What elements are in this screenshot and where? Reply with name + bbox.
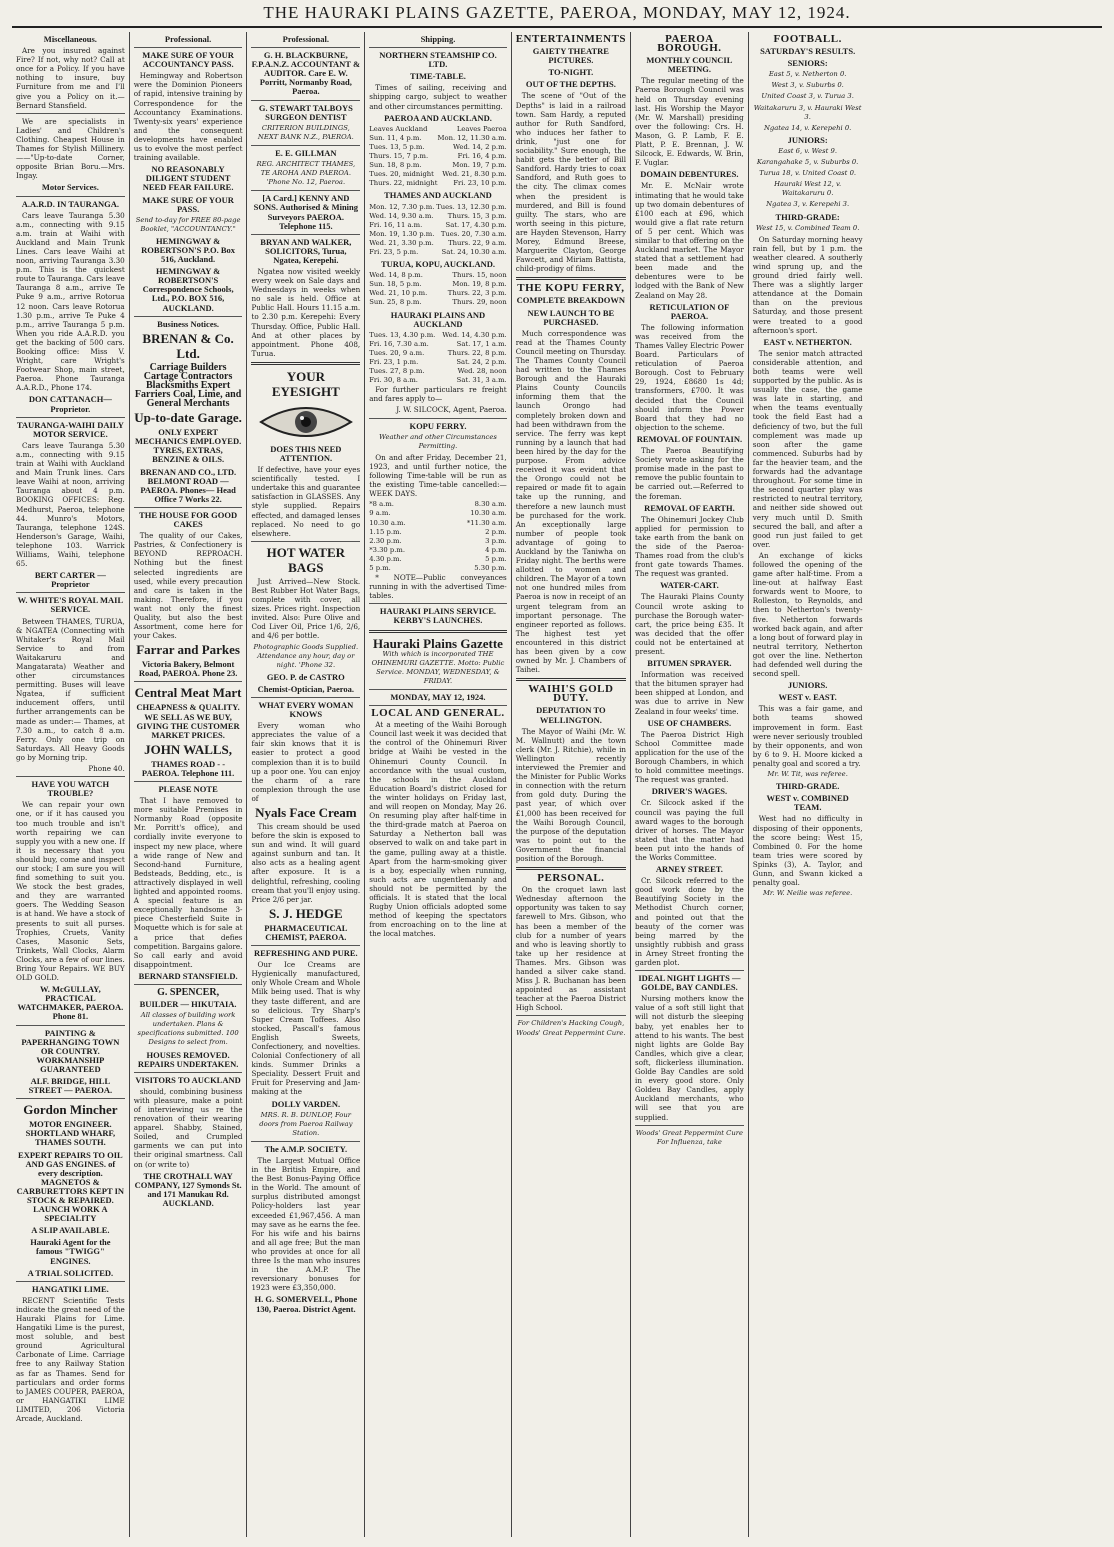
kopu-ferry-body: On and after Friday, December 21, 1923, and until further notice, the following Time-table will be run as the existing Time-table cancelled:— WEEK DAYS. bbox=[369, 452, 507, 499]
dunlop: MRS. R. B. DUNLOP, Four doors from Paeroa Railway Station. bbox=[259, 1110, 353, 1137]
pa-col-head: Leaves Auckland bbox=[369, 124, 428, 133]
watch-sign: W. McGULLAY, PRACTICAL WATCHMAKER, PAEROA. Phone 81. bbox=[17, 984, 124, 1022]
table-row: 1.15 p.m. 2 p.m. bbox=[369, 527, 507, 536]
bryan: BRYAN AND WALKER, SOLICITORS, Turua, Ngatea, Kerepehi. bbox=[260, 236, 352, 265]
driver-body: Cr. Silcock asked if the council was paying the full award wages to the borough driver of horses. The Mayor stated that the matter had been put into the hands of the Works Committee. bbox=[635, 798, 744, 862]
eyesight-body: If defective, have your eyes scientifically tested. I undertake this and guarantee satisfaction in GLASSES. Any style supplied. Repairs effected, and damaged lenses replaced. No need to go elsewhere. bbox=[251, 465, 361, 538]
lime-body: RECENT Scientific Tests indicate the great need of the Hauraki Plains for Lime. Hangatiki Lime is the purest, most soluble, and best ground Agricultural Carbonate of Lime. Carriage free to any Railway Station as far as Thames. Send for particulars and order forms to JAMES COUPER, PAEROA, or HANGATIKI LIME LIMITED, 206 Victoria Arcade, Auckland. bbox=[16, 1295, 125, 1424]
table-row: *8 a.m. 8.30 a.m. bbox=[369, 500, 507, 509]
paint-sign: ALF. BRIDGE, HILL STREET — PAEROA. bbox=[28, 1076, 113, 1096]
photo-goods: Photographic Goods Supplied. Attendance any hour, day or night. 'Phone 32. bbox=[253, 642, 359, 669]
waihi-body: The Mayor of Waihi (Mr. W. M. Wallnutt) and the town clerk (Mr. J. Ritchie), while in Wellington recently interviewed the Premier and the Minister for Public Works in connection with the return from gold duty. During the past year, of which over £1,000 has been received for the Waihi Borough Council, the purpose of the deputation was to point out to the Government the financial position of the Borough. bbox=[515, 726, 627, 863]
third-grade-label: THIRD-GRADE: bbox=[775, 211, 840, 222]
bitumen-title: BITUMEN SPRAYER. bbox=[647, 658, 732, 669]
tk-table bbox=[369, 271, 506, 307]
table-row: Mon. 19, 1.30 p.m. Tues. 20, 7.30 a.m. bbox=[369, 229, 507, 238]
table-row: Sun. 25, 8 p.m. Thurs. 29, noon bbox=[369, 298, 507, 307]
business-heading: Business Notices. bbox=[157, 318, 220, 329]
table-row: Wed. 14, 9.30 a.m. Thurs. 15, 3 p.m. bbox=[369, 211, 507, 220]
walls-name: JOHN WALLS, bbox=[144, 741, 233, 757]
gillman-sub: REG. ARCHITECT THAMES, TE AROHA AND PAEROA. 'Phone No. 12, Paeroa. bbox=[256, 160, 356, 187]
table-row: Wed. 21, 3.30 p.m. Thurs. 22, 9 a.m. bbox=[369, 238, 507, 247]
list-item: West 3, v. Suburbs 0. bbox=[771, 81, 844, 90]
amp-title: The A.M.P. SOCIETY. bbox=[264, 1143, 348, 1154]
brenan-address: BRENAN AND CO., LTD. BELMONT ROAD — PAEROA. Phones— Head Office 7 Works 22. bbox=[140, 466, 237, 504]
personal-title: PERSONAL. bbox=[537, 872, 605, 885]
fountain-title: REMOVAL OF FOUNTAIN. bbox=[636, 433, 743, 444]
hwb-title: HOT WATER BAGS bbox=[266, 544, 346, 575]
newspaper-columns bbox=[12, 32, 1102, 1537]
ta-table bbox=[369, 203, 506, 258]
table-row: Thurs. 15, 7 p.m. Fri. 16, 4 p.m. bbox=[369, 152, 507, 161]
third-grade-body: West had no difficulty in disposing of their opponents, the score being: West 15, Combined 0. For the home team tries were scored by Spinks (3), A. Taylor, and Gunn, and Swann kicked a penalty goal. bbox=[752, 814, 863, 888]
bitumen-body: Information was received that the bitumen sprayer had been shipped at London, and was due to arrive in New Zealand in four weeks' time. bbox=[635, 670, 744, 716]
brenan-lines: Carriage Builders Cartage Contractors Blacksmiths Expert Farriers Coal, Lime, and General Merchants bbox=[134, 361, 242, 410]
football-body-2: The senior match attracted considerable attention, and both teams were well supported by the public. As is usually the case, the game was late in starting, and when the teams eventually took the field East had a deficiency of two, but the full complement was made up soon after the game commenced. Suburbs had by far the heavier team, and the forwards had the advantage throughout. For some time in the second quarter play was restricted to neutral territory, and neither side showed out very much until D. Smith secured the ball, and after a good run just failed to get over. bbox=[752, 348, 863, 549]
borough-sub: MONTHLY COUNCIL MEETING. bbox=[646, 55, 733, 75]
col6-foot: Woods' Great Peppermint Cure For Influenza, take bbox=[635, 1128, 744, 1146]
freight-note: For further particulars re freight and fares apply to— bbox=[369, 385, 507, 404]
col5-foot: For Children's Hacking Cough, Woods' Great Peppermint Cure. bbox=[516, 1019, 626, 1037]
junior-body: This was a fair game, and both teams showed improvement in form. East were never seriously troubled by their opponents, and won by 6 to 9. H. Moore kicked a penalty goal and scored a try. bbox=[752, 704, 863, 768]
borough-body: The regular meeting of the Paeroa Borough Council was held on Thursday evening last. His Worship the Mayor (Mr. W. Marshall) presiding over the following: Crs. H. Mason, G. P. Lamb, F. E. Platt, P. E. Brennan, J. W. Silcock, E. Edwards, W. Brin, F. Vuglar. bbox=[635, 76, 744, 168]
football-sub: SATURDAY'S RESULTS. bbox=[760, 46, 856, 57]
amp-sign: H. G. SOMERVELL, Phone 130, Paeroa. District Agent. bbox=[254, 1294, 358, 1314]
spencer-name: G. SPENCER, bbox=[157, 986, 220, 998]
pa-col-head: Leaves Paeroa bbox=[456, 124, 507, 133]
hwb-body: Just Arrived—New Stock. Best Rubber Hot Water Bags, complete with cover, all sizes. Prices right. Inspection invited. Also: Pure Olive and Cod Liver Oil, Price 1/6, 2/6, and 4/6 per bottle. bbox=[251, 576, 361, 641]
women-title: WHAT EVERY WOMAN KNOWS bbox=[258, 699, 354, 720]
personal-body: On the croquet lawn last Wednesday afternoon the opportunity was taken to say farewell to Mrs. Gibson, who has been a member of the club for a number of years and who is leaving shortly to take up her residence at Thames. Mrs. Gibson was handed a silver cake stand. Miss J. R. Buchanan has been appointed as assistant teacher at the Paeroa District High School. bbox=[515, 885, 627, 1013]
fountain-body: The Paeroa Beautifying Society wrote asking for the promise made in the past to remove the public fountain to be carried out.—Referred to the foreman. bbox=[635, 446, 744, 501]
hedge-sub: PHARMACEUTICAL CHEMIST, PAEROA. bbox=[264, 922, 348, 942]
list-item: East 5, v. Netherton 0. bbox=[768, 70, 847, 79]
gillman: E. E. GILLMAN bbox=[275, 147, 337, 158]
column-3 bbox=[247, 32, 365, 1537]
timetable-title: TIME-TABLE. bbox=[410, 71, 466, 82]
table-row: Fri. 16, 7.30 a.m. Sat. 17, 1 a.m. bbox=[369, 339, 507, 348]
film-title: OUT OF THE DEPTHS. bbox=[525, 79, 616, 90]
professional-heading: Professional. bbox=[164, 34, 212, 44]
arney-title: ARNEY STREET. bbox=[655, 864, 723, 875]
spencer-body: All classes of building work undertaken. Plans & specifications submitted. 100 Designs to select from. bbox=[137, 1011, 239, 1047]
visitors-title: VISITORS TO AUCKLAND bbox=[135, 1074, 241, 1085]
kenny: [A Card.] KENNY AND SONS. Authorised & Mining Surveyors PAEROA. Telephone 115. bbox=[253, 193, 359, 231]
table-row: Sun. 11, 4 p.m. Mon. 12, 11.30 a.m. bbox=[369, 133, 507, 142]
kopu-ferry-sub: Weather and other Circumstances Permitting. bbox=[379, 432, 497, 450]
watch-title: HAVE YOU WATCH TROUBLE? bbox=[31, 779, 110, 799]
reticulation-title: RETICULATION OF PAEROA. bbox=[649, 301, 730, 321]
issue-date: MONDAY, MAY 12, 1924. bbox=[390, 692, 486, 702]
nameplate: Hauraki Plains Gazette bbox=[372, 635, 503, 651]
paint-title: PAINTING & PAPERHANGING TOWN OR COUNTRY. WORKMANSHIP GUARANTEED bbox=[21, 1027, 120, 1074]
table-row: 2.30 p.m. 3 p.m. bbox=[369, 536, 507, 545]
blackburne: G. H. BLACKBURNE, F.P.A.N.Z. ACCOUNTANT & AUDITOR. Care E. W. Porritt, Normanby Road, Paeroa. bbox=[251, 50, 361, 97]
garage-body: ONLY EXPERT MECHANICS EMPLOYED. TYRES, EXTRAS, BENZINE & OILS. bbox=[134, 427, 242, 465]
column-7 bbox=[749, 32, 867, 1537]
debentures-title: DOMAIN DEBENTURES. bbox=[640, 169, 739, 180]
list-item: Hauraki West 12, v. Waitakaruru 0. bbox=[774, 180, 842, 198]
kopu-ferry-article-body: Much correspondence was read at the Thames County Council meeting on Thursday. The Thames County Council had written to the Thames Borough and the Hauraki Plains County Councils informing them that the launch Orongo had completely broken down and had been withdrawn from the service. The ferry was kept running by a launch that had been hired by the day for the purpose. From advice received it was evident that the Orongo could not be repaired or made fit to again take up the running, and therefore a new launch must be purchased for the work. An exceptionally large number of people took advantage of going to Auckland by the Taniwha on Friday night. The berths were allotted to women and children. The Mayor of a town not one hundred miles from Paeroa is now in receipt of an urgent telegram from an important personage. The engineer reported as follows. The highest test yet encountered in this district has been given by a cow owned by Mr. J. Chambers of Taihei. bbox=[515, 328, 627, 675]
misc-heading: Miscellaneous. bbox=[43, 34, 97, 44]
list-item: Karangahake 5, v. Suburbs 0. bbox=[756, 158, 859, 167]
earth-title: REMOVAL OF EARTH. bbox=[644, 502, 735, 513]
arney-body: Cr. Silcock referred to the good work done by the Beautifying Society in the Methodist Church corner, and pointed out that the beauty of the corner was being marred by the unsightly rubbish and grass in Arney Street fronting the garden plot. bbox=[635, 876, 744, 967]
table-row: Tues. 13, 5 p.m. Wed. 14, 2 p.m. bbox=[369, 142, 507, 151]
watch-body: We can repair your own one, or if it has caused you too much trouble and isn't worth repairing we can supply you with a new one. If it is necessary that you should buy, come and inspect our stock; I am sure you will find something to suit you. We stock the best grades, and they are warranted goers. The Wedding Season is at hand. We have a stock of presents to suit all purses. Trophies, Cruets, Vanity Cases, Masonic Sets, Trinkets, Wall Clocks, Alarm Clocks, are a few of our lines. Bring Your Repairs. WE BUY OLD GOLD. bbox=[16, 800, 125, 983]
talboys-address: CRITERION BUILDINGS, NEXT BANK N.Z., PAEROA. bbox=[257, 123, 354, 141]
referee-1: Mr. W. Tit, was referee. bbox=[767, 770, 848, 779]
football-body-3: An exchange of kicks followed the opening of the game after half-time. From a line-out at halfway East forwards went to Moore, to Rolleston, to Reynolds, and then to Netherton's twenty-five. Netherton forwards worked back again, and after a long bout of forward play in neutral territory, Netherton got over the line. Netherton had defended well during the second spell. bbox=[752, 550, 863, 679]
list-item: East 6, v. West 9. bbox=[778, 146, 837, 155]
earth-body: The Ohinemuri Jockey Club applied for permission to take earth from the bank on the side of the Paeroa-Thames road from the club's front gate towards Thames. The request was granted. bbox=[635, 514, 744, 579]
reticulation-body: The following information was received from the Thames Valley Electric Power Board. Particulars of reticulation of Paeroa Borough. Cost to February 29, 1924, £8680 1s 4d; transformers, £700. It was decided that the Council should inform the Power Board that they had no objection to the scheme. bbox=[635, 322, 744, 432]
castro-sub: Chemist-Optician, Paeroa. bbox=[257, 683, 355, 694]
night-lights-body: Nursing mothers know the value of a soft still light that will not disturb the sleeping baby, yet enables her to attend to his wants. The best night lights are Golde Bay Candles, which give a clear, soft, flickerless illumination. Golde Bay Candles are sold in every good store. Only Goldeu Bay Candles, apply Auckland merchants, who will see that you are supplied. bbox=[635, 994, 744, 1122]
meat-title: Central Meat Mart bbox=[134, 685, 242, 701]
eyesight-title: YOUR EYESIGHT bbox=[271, 368, 340, 399]
third-grade-match: WEST v. COMBINED TEAM. bbox=[766, 793, 849, 813]
table-row: Sun. 18, 8 p.m. Mon. 19, 7 p.m. bbox=[369, 161, 507, 170]
list-item: United Coast 3, v. Turua 3. bbox=[761, 92, 854, 101]
tw-sign: BERT CARTER — Proprietor bbox=[34, 570, 106, 590]
acc-no-fail: NO REASONABLY DILIGENT STUDENT NEED FEAR FAILURE. bbox=[142, 164, 234, 193]
hps-title: HAURAKI PLAINS SERVICE. KERBY'S LAUNCHES. bbox=[379, 606, 497, 626]
eye-illustration bbox=[256, 402, 356, 442]
third-grade-heading: THIRD-GRADE. bbox=[775, 781, 840, 792]
mincher-agent: Hauraki Agent for the famous "TWIGG" ENGINES. bbox=[30, 1237, 111, 1266]
tonight: TO-NIGHT. bbox=[548, 67, 594, 78]
football-heading: FOOTBALL. bbox=[773, 33, 842, 45]
waihi-sub: DEPUTATION TO WELLINGTON. bbox=[536, 705, 606, 725]
list-item: Waitakaruru 3, v. Hauraki West 3. bbox=[753, 103, 862, 121]
aard-sign: DON CATTANACH—Proprietor. bbox=[28, 394, 112, 414]
cakes-body: The quality of our Cakes, Pastries, & Confectionery is BEYOND REPROACH. Nothing but the finest selected ingredients are used, while every precaution and care is taken in the making. Therefore, if you want not only the finest Quality, but also the best Assortment, come here for your Cakes. bbox=[133, 531, 243, 641]
mail-body: Between THAMES, TURUA, & NGATEA (Connecting with Whitaker's Royal Mail Service to and from Waitakaruru and Mangatarata) Weather and other circumstances permitting. Buses will leave Ngatea, if sufficient inducement offers, until further arrangements can be made as under:— Thames, at 7.30 a.m., to catch 8 a.m. Ferry. Only one trip on Saturdays. All Heavy Goods go by Morning trip. bbox=[16, 616, 125, 762]
meat-body: CHEAPNESS & QUALITY. WE SELL AS WE BUY, GIVING THE CUSTOMER MARKET PRICES. bbox=[136, 702, 240, 740]
farrar-address: Victoria Bakery, Belmont Road, PAEROA. Phone 23. bbox=[138, 659, 238, 679]
juniors-label: JUNIORS: bbox=[787, 134, 828, 145]
table-row: Fri. 30, 8 a.m. Sat. 31, 3 a.m. bbox=[369, 376, 507, 385]
table-row: Tues. 20, midnight Wed. 21, 8.30 p.m. bbox=[369, 170, 507, 179]
nameplate-sub: With which is incorporated THE OHINEMURI GAZETTE. Motto: Public Service. MONDAY, WEDNESDAY, & FRIDAY. bbox=[371, 649, 505, 685]
table-row: *3.30 p.m. 4 p.m. bbox=[369, 545, 507, 554]
table-row: Fri. 23, 1 p.m. Sat. 24, 2 p.m. bbox=[369, 358, 507, 366]
aard-title: A.A.R.D. IN TAURANGA. bbox=[21, 198, 119, 209]
debentures-body: Mr. E. McNair wrote intimating that he would take up two domain debentures of £100 each at £96, which would give a flat rate return of 5 per cent. Which was similar to that offering on the Auckland market. The Mayor stated that a settlement had been made and the debentures were to be lodged with the Bank of New Zealand on May 28. bbox=[635, 181, 744, 300]
walls-address: THAMES ROAD - - PAEROA. Telephone 111. bbox=[141, 758, 235, 778]
table-row: Tues. 20, 9 a.m. Thurs. 22, 8 p.m. bbox=[369, 348, 507, 357]
acc-title-2: MAKE SURE OF YOUR PASS. bbox=[142, 194, 234, 214]
kopu-ferry-article-sub: COMPLETE BREAKDOWN bbox=[516, 295, 626, 306]
nss-title: NORTHERN STEAMSHIP CO. LTD. bbox=[379, 50, 497, 70]
tw-body: Cars leave Tauranga 5.30 a.m., connecting with 9.15 train at Waihi with Auckland and Main Trunk lines. Cars leave Waihi at noon, arriving Tauranga about 4 p.m. BOOKING OFFICES: Reg. Medhurst, Paeroa, telephone 44. Munro's Motors, Tauranga, telephone 124S. Henderson's Garage, Waihi, telephone 103. Warrick Williams, Waihi, telephone 65. bbox=[16, 440, 125, 569]
table-row: Thurs. 22, midnight Fri. 23, 10 p.m. bbox=[369, 179, 507, 188]
professional-heading-2: Professional. bbox=[282, 34, 330, 44]
column-4 bbox=[365, 32, 511, 1537]
match-1-title: EAST v. NETHERTON. bbox=[763, 336, 852, 347]
table-row: 4.30 p.m. 5 p.m. bbox=[369, 554, 507, 563]
waihi-title: WAIHI'S GOLD DUTY. bbox=[528, 683, 614, 705]
kopu-table bbox=[369, 500, 506, 573]
kopu-note: * NOTE—Public conveyances running in with the advertised Time-tables. bbox=[369, 573, 507, 601]
hp-table bbox=[369, 331, 506, 386]
table-row: Fri. 23, 5 p.m. Sat. 24, 10.30 a.m. bbox=[369, 247, 507, 256]
column-1 bbox=[12, 32, 130, 1537]
acc-firm: HEMINGWAY & ROBERTSON'S P.O. Box 516, Auckland. bbox=[141, 235, 236, 265]
nyals-title: Nyals Face Cream bbox=[255, 805, 357, 820]
visitors-body: should, combining business with pleasure, make a point of interviewing us re the renovation of their wearing apparel. Shabby, Stained, Soiled, and Crumpled garments we can put into their original smartness. Call on (or write to) bbox=[133, 1086, 243, 1169]
refresh-title: REFRESHING AND PURE. bbox=[254, 948, 358, 959]
table-row: Fri. 16, 11 a.m. Sat. 17, 4.30 p.m. bbox=[369, 220, 507, 229]
houses-removed: HOUSES REMOVED. REPAIRS UNDERTAKEN. bbox=[137, 1049, 239, 1069]
juniors-heading: JUNIORS. bbox=[787, 680, 828, 691]
amp-body: The Largest Mutual Office in the British Empire, and the Best Bonus-Paying Office in the World. The amount of surplus distributed amongst Policy-holders last year exceeded £1,967,456. A man may save as he earns the fee. For his wife and his bairns and all age free; But the man who provides at once for all three Is the man who insures in the A.M.P. The reversionary bonuses for 1923 were £3,350,000. bbox=[251, 1156, 361, 1293]
water-cart-title: WATER-CART. bbox=[660, 580, 719, 591]
local-heading: LOCAL AND GENERAL. bbox=[371, 707, 505, 720]
table-row: Wed. 21, 10 p.m. Thurs. 22, 3 p.m. bbox=[369, 289, 507, 298]
tw-title: TAURANGA-WAIHI DAILY MOTOR SERVICE. bbox=[16, 419, 124, 439]
hedge-name: S. J. HEDGE bbox=[269, 905, 343, 921]
timetable-note: Times of sailing, receiving and shipping cargo, subject to weather and other circumstances permitting. bbox=[369, 83, 507, 111]
gaiety-title: GAIETY THEATRE PICTURES. bbox=[532, 46, 609, 66]
table-row: Tues. 13, 4.30 p.m. Wed. 14, 4.30 p.m. bbox=[369, 330, 507, 339]
tk-title: TURUA, KOPU, AUCKLAND. bbox=[380, 259, 495, 270]
seniors-label: SENIORS: bbox=[787, 58, 828, 69]
football-body-1: On Saturday morning heavy rain fell, but by 1 p.m. the weather cleared. A southerly wind sprung up, and the ground dried fairly well. There was a slightly larger attendance at the Domain than on the previous Saturday, and those present were treated to a good afternoon's sport. bbox=[752, 234, 863, 335]
entertainments-heading: ENTERTAINMENTS bbox=[515, 33, 627, 45]
acc-body: Hemingway and Robertson were the Dominion Pioneers of rapid, intensive training by Correspondence for the Accountancy Examinations. Twenty-six years' experience and the consequent developments have enabled us to evolve the most perfect training available. bbox=[133, 71, 243, 163]
freight-sign: J. W. SILCOCK, Agent, Paeroa. bbox=[396, 405, 507, 415]
hp-title: HAURAKI PLAINS AND AUCKLAND bbox=[390, 309, 486, 329]
note-sign: BERNARD STANSFIELD. bbox=[138, 970, 238, 981]
column-6 bbox=[631, 32, 749, 1537]
table-row: Mon. 12, 7.30 p.m. Tues. 13, 12.30 p.m. bbox=[369, 202, 507, 211]
chambers-title: USE OF CHAMBERS. bbox=[647, 717, 732, 728]
dolly-varden: DOLLY VARDEN. bbox=[271, 1098, 341, 1109]
shipping-heading: Shipping. bbox=[420, 34, 456, 44]
junior-match: WEST v. EAST. bbox=[778, 692, 837, 703]
acc-firm-2: HEMINGWAY & ROBERTSON'S Correspondence Schools, Ltd., P.O. BOX 516, AUCKLAND. bbox=[142, 266, 234, 313]
list-item: Turua 18, v. United Coast 0. bbox=[759, 169, 857, 178]
table-row: 5 p.m. 5.30 p.m. bbox=[369, 563, 507, 572]
kopu-ferry-article-title: THE KOPU FERRY, bbox=[517, 282, 625, 295]
talboys: G. STEWART TALBOYS SURGEON DENTIST bbox=[258, 102, 353, 122]
masthead bbox=[12, 0, 1102, 28]
table-row: 10.30 a.m. *11.30 a.m. bbox=[369, 518, 507, 527]
pa-title: PAEROA AND AUCKLAND. bbox=[384, 112, 492, 123]
table-row: Wed. 14, 8 p.m. Thurs. 15, noon bbox=[369, 271, 507, 280]
bryan-body: Ngatea now visited weekly every week on Sale days and Wednesdays in weeks when no sale is held. Office at Public Hall. Hours 11.15 a.m. to 2.30 p.m. Kerepehi: Every Thursday. Office, Public Hall. And at other places by appointment. Phone 408, Turua. bbox=[251, 266, 361, 358]
acc-title: MAKE SURE OF YOUR ACCOUNTANCY PASS. bbox=[142, 50, 234, 70]
mincher-body: EXPERT REPAIRS TO OIL AND GAS ENGINES. of every description. MAGNETOS & CARBURETTORS KEPT IN STOCK & REPAIRED. LAUNCH WORK A SPECIALITY bbox=[16, 1149, 125, 1224]
garage-title: Up-to-date Garage. bbox=[134, 410, 242, 426]
list-item: Ngatea 14, v. Kerepehi 0. bbox=[763, 123, 852, 132]
mincher-name: Gordon Mincher bbox=[23, 1102, 118, 1118]
local-body: At a meeting of the Waihi Borough Council last week it was decided that the control of the Ohinemuri River bridge at Waihi be vested in the Ohinemuri County Council. In accordance with the usual custom, the schools in the Auckland Education Board's district closed for the winter holidays on Friday last, and will reopen on Monday, May 26. On resuming play after half-time in the third-grade match at Paeroa on Saturday a Netherton ball was observed to walk on and take part in the game, pulling away at a thistle. Apart from the harm-smoking giver is a boy, especially when running, such acts are ungentlemanly and should not be permitted by the officials. It is stated that the local Rugby Union officials adopted some method of keeping the spectators from encroaching on to the line at the local matches. bbox=[369, 720, 507, 939]
column-5 bbox=[512, 32, 631, 1537]
kopu-ferry-title: KOPU FERRY. bbox=[409, 420, 467, 431]
mincher-slip: A SLIP AVAILABLE. bbox=[31, 1225, 110, 1236]
list-item: West 15, v. Combined Team 0. bbox=[755, 223, 860, 232]
women-body: Every woman who appreciates the value of a fair skin knows that it is easier to protect a good complexion than it is to build up a poor one. You can enjoy the charm of a rare complexion through the use of bbox=[251, 721, 361, 803]
chambers-body: The Paeroa District High School Committee made application for the use of the Borough Chambers, in which to hold committee meetings. The request was granted. bbox=[635, 729, 744, 785]
table-row: Sun. 18, 5 p.m. Mon. 19, 8 p.m. bbox=[369, 280, 507, 289]
borough-heading: PAEROA BOROUGH. bbox=[657, 33, 722, 55]
refresh-body: Our Ice Creams are Hygienically manufactured, only Whole Cream and Whole Milk being used. That is why they taste different, and are so delicious. Try Sharp's Super Cream Toffees. Also stocked, Pascall's famous English Sweets, Confectionery, and novelties. Colonial Confectionery of all kinds. Summer Drinks a Speciality. Dessert Fruit and Fruit for Preserving and Jam-making at the bbox=[251, 960, 361, 1097]
table-row: Tues. 27, 8 p.m. Wed. 28, noon bbox=[369, 367, 507, 376]
fire-ad: Are you insured against Fire? If not, why not? Call at once for a Policy. If you have nothing to insure, buy Furniture from me and I'll give you a Policy on it.—Bernard Stansfield. bbox=[16, 46, 125, 110]
masthead-text: THE HAURAKI PLAINS GAZETTE, PAEROA, MONDAY, MAY 12, 1924. bbox=[263, 3, 851, 22]
column-2 bbox=[130, 32, 248, 1537]
driver-title: DRIVER'S WAGES. bbox=[651, 786, 728, 797]
mincher-sub: MOTOR ENGINEER. SHORTLAND WHARF, THAMES SOUTH. bbox=[25, 1119, 116, 1148]
farrar-name: Farrar and Parkes bbox=[136, 642, 240, 658]
pa-table bbox=[369, 125, 506, 189]
motor-heading: Motor Services. bbox=[41, 182, 99, 193]
crothall: THE CROTHALL WAY COMPANY, 127 Symonds St. and 171 Manukau Rd. AUCKLAND. bbox=[134, 1170, 242, 1208]
eyesight-sub: DOES THIS NEED ATTENTION. bbox=[270, 443, 342, 463]
brenan-name: BRENAN & Co. Ltd. bbox=[142, 330, 234, 361]
aard-body: Cars leave Tauranga 5.30 a.m., connecting with 9.15 a.m. train at Waihi with Auckland and Main Trunk Lines. Cars leave Waihi at noon, arriving Tauranga 3.30 p.m. This is the quickest route to Tauranga. Cars leave Tauranga 8 a.m., arrive Te Puke 9 a.m., arrive Rotorua 12 noon. Cars leave Rotorua 1.30 p.m., arrive Te Puke 4 p.m., arrive Tauranga 5 p.m. When you ride A.A.R.D. you get the backing of 500 cars. Booking office: Miss V. Wright, care Wright's Footwear Shop, main street, Paeroa. Phone Tauranga A.A.R.D., Phone 174. bbox=[16, 210, 125, 393]
mail-title: W. WHITE'S ROYAL MAIL SERVICE. bbox=[17, 595, 124, 615]
specialists-ad: We are specialists in Ladies' and Children's Clothing. Cheapest House in Thames for Stylish Millinery.——"Up-to-date Corner, opposite Brian Boru.—Mrs. Ingay. bbox=[16, 116, 125, 181]
lime-title: HANGATIKI LIME. bbox=[31, 1283, 109, 1294]
water-cart-body: The Hauraki Plains County Council wrote asking to purchase the Borough water-cart, the price being £35. It was decided that the offer could not be entertained at present. bbox=[635, 592, 744, 656]
referee-2: Mr. W. Neilie was referee. bbox=[762, 889, 853, 898]
mincher-trial: A TRIAL SOLICITED. bbox=[27, 1267, 114, 1278]
list-item: Ngatea 3, v. Kerepehi 3. bbox=[766, 200, 850, 209]
kopu-ferry-article-sub2: NEW LAUNCH TO BE PURCHASED. bbox=[527, 307, 615, 327]
nyals-body: This cream should be used before the skin is exposed to sun and wind. It will guard against sunburn and tan. It also acts as a healing agent after exposure. It is a delightful, refreshing, cooling cream that you'll enjoy using. Price 2/6 per jar. bbox=[251, 822, 361, 904]
ta-title: THAMES AND AUCKLAND bbox=[384, 190, 492, 201]
cakes-title: THE HOUSE FOR GOOD CAKES bbox=[139, 509, 238, 530]
table-row: 9 a.m. 10.30 a.m. bbox=[369, 509, 507, 518]
note-body: That I have removed to more suitable Premises in Normanby Road (opposite Mr. Porritt's office), and cordially invite everyone to inspect my new place, where a wide range of New and Second-hand Furniture, Bedsteads, Bedding, etc., is attractively displayed in well lighted and appointed rooms. A special feature is an exceptionally handsome 3-piece Chesterfield Suite in Moquette which is for sale at a price that defies competition. Bargains galore. So call early and avoid disappointment. bbox=[133, 796, 243, 969]
acc-send: Send to-day for FREE 80-page Booklet, "ACCOUNTANCY." bbox=[135, 215, 241, 233]
note-title: PLEASE NOTE bbox=[158, 784, 218, 794]
castro: GEO. P. de CASTRO bbox=[266, 671, 345, 682]
entertainment-body: The scene of "Out of the Depths" is laid in a railroad town. Sam Hardy, a reputed author for Ruth Sandford, who induces her father to drink, "just one for sociability." Sure enough, the habit gets the better of Bill Sandford. Hardy tries to coax Sandford, and Ruth goes to the city. The climax comes when the president is murdered, and Bill is found guilty. The stars, who are worth seeing in this picture, are Hayden Stevenson, Harry Morey, Edmund Breese, Marguerite Clayton, George Fawcett, and Miriam Battista, child-prodigy of films. bbox=[515, 91, 627, 274]
night-lights-title: IDEAL NIGHT LIGHTS — GOLDE, BAY CANDLES. bbox=[638, 973, 741, 993]
mail-phone: Phone 40. bbox=[88, 764, 125, 774]
spencer-sub: BUILDER — HIKUTAIA. bbox=[139, 999, 237, 1010]
